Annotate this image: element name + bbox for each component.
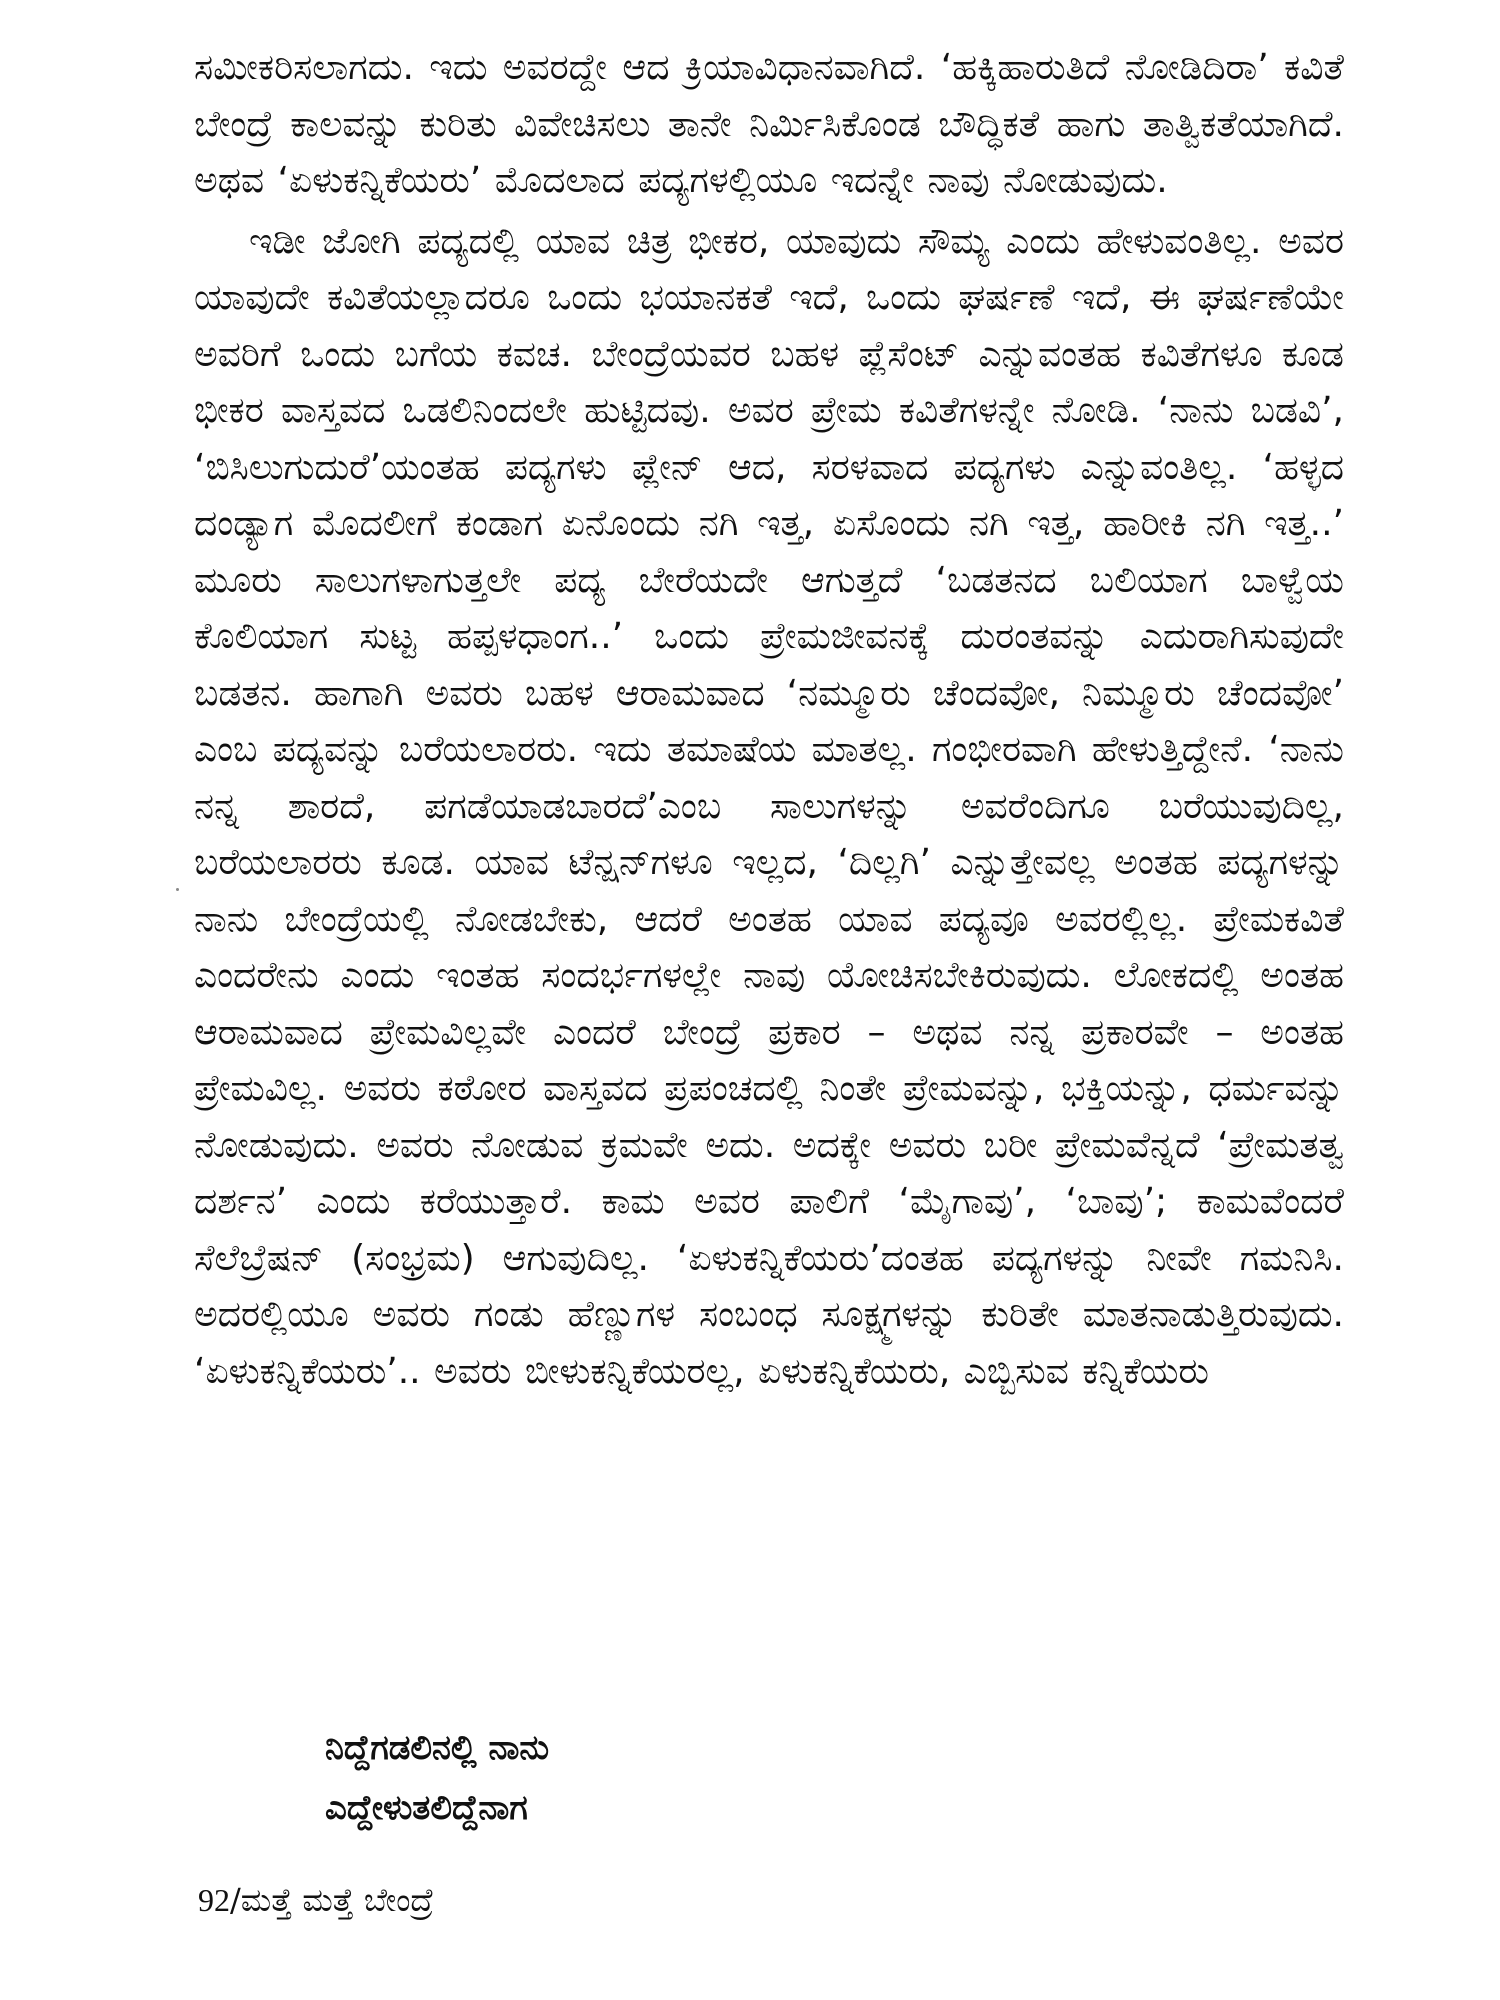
page-footer — [198, 1880, 434, 1920]
footer-separator: / — [230, 1881, 241, 1919]
running-title: ಮತ್ತೆ ಮತ್ತೆ ಬೇಂದ್ರೆ — [240, 1881, 434, 1919]
body-paragraph: ಸಮೀಕರಿಸಲಾಗದು. ಇದು ಅವರದ್ದೇ ಆದ ಕ್ರಿಯಾವಿಧಾನವಾಗಿದೆ. ‘ಹಕ್ಕಿಹಾರುತಿದೆ ನೋಡಿದಿರಾ’ ಕವಿತೆ ಬೇಂದ್ರೆ ಕಾಲವನ್ನು ಕುರಿತು ವಿವೇಚಿಸಲು ತಾನೇ ನಿರ್ಮಿಸಿಕೊಂಡ ಬೌದ್ಧಿಕತೆ ಹಾಗು ತಾತ್ವಿಕತೆಯಾಗಿದೆ. ಅಥವ ‘ಏಳುಕನ್ನಿಕೆಯರು’ ಮೊದಲಾದ ಪದ್ಯಗಳಲ್ಲಿಯೂ ಇದನ್ನೇ ನಾವು ನೋಡುವುದು. — [194, 47, 1344, 201]
page-number: 92 — [198, 1882, 230, 1918]
poem-line: ಎದ್ದೇಳುತಲಿದ್ದೆನಾಗ — [325, 1788, 528, 1828]
poem-line: ನಿದ್ದೆಗಡಲಿನಲ್ಲಿ ನಾನು — [325, 1728, 550, 1768]
page-body — [194, 40, 1344, 1400]
scan-speck — [176, 888, 179, 891]
body-paragraph: ಇಡೀ ಜೋಗಿ ಪದ್ಯದಲ್ಲಿ ಯಾವ ಚಿತ್ರ ಭೀಕರ, ಯಾವುದು ಸೌಮ್ಯ ಎಂದು ಹೇಳುವಂತಿಲ್ಲ. ಅವರ ಯಾವುದೇ ಕವಿತೆಯಲ್ಲಾದರೂ ಒಂದು ಭಯಾನಕತೆ ಇದೆ, ಒಂದು ಘರ್ಷಣೆ ಇದೆ, ಈ ಘರ್ಷಣೆಯೇ ಅವರಿಗೆ ಒಂದು ಬಗೆಯ ಕವಚ. ಬೇಂದ್ರೆಯವರ ಬಹಳ ಪ್ಲೆಸೆಂಟ್ ಎನ್ನುವಂತಹ ಕವಿತೆಗಳೂ ಕೂಡ ಭೀಕರ ವಾಸ್ತವದ ಒಡಲಿನಿಂದಲೇ ಹುಟ್ಟಿದವು. ಅವರ ಪ್ರೇಮ ಕವಿತೆಗಳನ್ನೇ ನೋಡಿ. ‘ನಾನು ಬಡವಿ’, ‘ಬಿಸಿಲುಗುದುರೆ’ಯಂತಹ ಪದ್ಯಗಳು ಪ್ಲೇನ್ ಆದ, ಸರಳವಾದ ಪದ್ಯಗಳು ಎನ್ನುವಂತಿಲ್ಲ. ‘ಹಳ್ಳದ ದಂಡ್ಯಾಗ ಮೊದಲೀಗೆ ಕಂಡಾಗ ಏನೊಂದು ನಗಿ ಇತ್ತ, ಏಸೊಂದು ನಗಿ ಇತ್ತ, ಹಾರೀಕಿ ನಗಿ ಇತ್ತ..’ ಮೂರು ಸಾಲುಗಳಾಗುತ್ತಲೇ ಪದ್ಯ ಬೇರೆಯದೇ ಆಗುತ್ತದೆ ‘ಬಡತನದ ಬಲಿಯಾಗ ಬಾಳ್ವೆಯ ಕೊಲಿಯಾಗ ಸುಟ್ಟ ಹಪ್ಪಳಧಾಂಗ..’ ಒಂದು ಪ್ರೇಮಜೀವನಕ್ಕೆ ದುರಂತವನ್ನು ಎದುರಾಗಿಸುವುದೇ ಬಡತನ. ಹಾಗಾಗಿ ಅವರು ಬಹಳ ಆರಾಮವಾದ ‘ನಮ್ಮೂರು ಚೆಂದವೋ, ನಿಮ್ಮೂರು ಚೆಂದವೋ’ ಎಂಬ ಪದ್ಯವನ್ನು ಬರೆಯಲಾರರು. ಇದು ತಮಾಷೆಯ ಮಾತಲ್ಲ. ಗಂಭೀರವಾಗಿ ಹೇಳುತ್ತಿದ್ದೇನೆ. ‘ನಾನು ನನ್ನ ಶಾರದೆ, ಪಗಡೆಯಾಡಬಾರದೆ’ಎಂಬ ಸಾಲುಗಳನ್ನು ಅವರೆಂದಿಗೂ ಬರೆಯುವುದಿಲ್ಲ, ಬರೆಯಲಾರರು ಕೂಡ. ಯಾವ ಟೆನ್ಷನ್‌ಗಳೂ ಇಲ್ಲದ, ‘ದಿಲ್ಲಗಿ’ ಎನ್ನುತ್ತೇವಲ್ಲ ಅಂತಹ ಪದ್ಯಗಳನ್ನು ನಾನು ಬೇಂದ್ರೆಯಲ್ಲಿ ನೋಡಬೇಕು, ಆದರೆ ಅಂತಹ ಯಾವ ಪದ್ಯವೂ ಅವರಲ್ಲಿಲ್ಲ. ಪ್ರೇಮಕವಿತೆ ಎಂದರೇನು ಎಂದು ಇಂತಹ ಸಂದರ್ಭಗಳಲ್ಲೇ ನಾವು ಯೋಚಿಸಬೇಕಿರುವುದು. ಲೋಕದಲ್ಲಿ ಅಂತಹ ಆರಾಮವಾದ ಪ್ರೇಮವಿಲ್ಲವೇ ಎಂದರೆ ಬೇಂದ್ರೆ ಪ್ರಕಾರ – ಅಥವ ನನ್ನ ಪ್ರಕಾರವೇ – ಅಂತಹ ಪ್ರೇಮವಿಲ್ಲ. ಅವರು ಕಠೋರ ವಾಸ್ತವದ ಪ್ರಪಂಚದಲ್ಲಿ ನಿಂತೇ ಪ್ರೇಮವನ್ನು, ಭಕ್ತಿಯನ್ನು, ಧರ್ಮವನ್ನು ನೋಡುವುದು. ಅವರು ನೋಡುವ ಕ್ರಮವೇ ಅದು. ಅದಕ್ಕೇ ಅವರು ಬರೀ ಪ್ರೇಮವೆನ್ನದೆ ‘ಪ್ರೇಮತತ್ವ ದರ್ಶನ’ ಎಂದು ಕರೆಯುತ್ತಾರೆ. ಕಾಮ ಅವರ ಪಾಲಿಗೆ ‘ಮೈಗಾವು’, ‘ಬಾವು’; ಕಾಮವೆಂದರೆ ಸೆಲೆಬ್ರೆಷನ್ (ಸಂಭ್ರಮ) ಆಗುವುದಿಲ್ಲ. ‘ಏಳುಕನ್ನಿಕೆಯರು’ದಂತಹ ಪದ್ಯಗಳನ್ನು ನೀವೇ ಗಮನಿಸಿ. ಅದರಲ್ಲಿಯೂ ಅವರು ಗಂಡು ಹೆಣ್ಣುಗಳ ಸಂಬಂಧ ಸೂಕ್ಷ್ಮಗಳನ್ನು ಕುರಿತೇ ಮಾತನಾಡುತ್ತಿರುವುದು. ‘ಏಳುಕನ್ನಿಕೆಯರು’.. ಅವರು ಬೀಳುಕನ್ನಿಕೆಯರಲ್ಲ, ಏಳುಕನ್ನಿಕೆಯರು, ಎಬ್ಬಿಸುವ ಕನ್ನಿಕೆಯರು — [194, 220, 1344, 1392]
poem-quote — [325, 1718, 549, 1838]
